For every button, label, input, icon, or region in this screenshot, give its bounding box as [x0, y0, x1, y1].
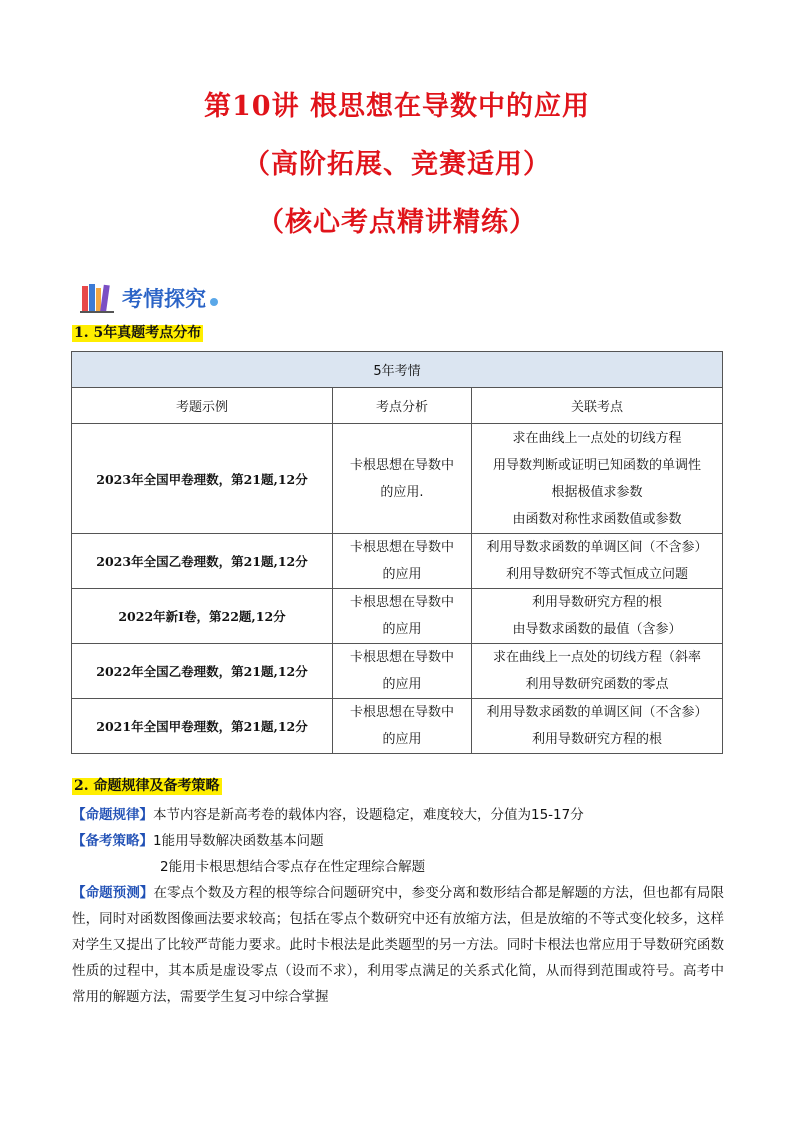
page-title: 第10讲 根思想在导数中的应用	[204, 91, 590, 122]
analysis-cell: 卡根思想在导数中 的应用	[333, 589, 472, 644]
exam-table	[71, 351, 723, 754]
related-cell: 利用导数求函数的单调区间（不含参） 利用导数研究方程的根	[472, 699, 723, 754]
strategy-tag: 【备考策略】	[72, 833, 153, 849]
header-analysis: 考点分析	[333, 388, 472, 424]
section1-heading: 1. 5年真题考点分布	[74, 325, 202, 341]
banner-label: 考情探究	[122, 287, 206, 311]
page-subtitle-2: （核心考点精讲精练）	[257, 207, 537, 238]
related-cell: 求在曲线上一点处的切线方程（斜率 利用导数研究函数的零点	[472, 644, 723, 699]
header-exam: 考题示例	[72, 388, 333, 424]
page-subtitle: （高阶拓展、竞赛适用）	[243, 149, 551, 180]
predict-text: 在零点个数及方程的根等综合问题研究中，参变分离和数形结合都是解题的方法，但也都有局限性，同时对函数图像画法要求较高；包括在零点个数研究中还有放缩方法，但是放缩的不等式变化较多，这样对学生又提出了比较严苛能力要求。此时卡根法是此类题型的另一方法。同时卡根法也常应用于导数研究函数性质的过程中，其本质是虚设零点（设而不求），利用零点满足的关系式化简，从而得到范围或符号。高考中常用的解题方法，需要学生复习中综合掌握	[72, 885, 725, 1005]
table-row	[72, 424, 723, 534]
predict-tag: 【命题预测】	[72, 885, 154, 901]
section-banner	[80, 280, 218, 316]
table-row	[72, 589, 723, 644]
strategy-2-line	[72, 854, 724, 880]
exam-cell: 2022年全国乙卷理数，第21题,12分	[72, 644, 333, 699]
exam-cell: 2023年全国乙卷理数，第21题,12分	[72, 534, 333, 589]
table-caption: 5年考情	[72, 352, 723, 388]
header-related: 关联考点	[472, 388, 723, 424]
predict-paragraph	[72, 880, 724, 1010]
analysis-cell: 卡根思想在导数中 的应用	[333, 644, 472, 699]
exam-cell: 2021年全国甲卷理数，第21题,12分	[72, 699, 333, 754]
analysis-cell: 卡根思想在导数中 的应用.	[333, 424, 472, 534]
related-cell: 利用导数研究方程的根 由导数求函数的最值（含参）	[472, 589, 723, 644]
law-text: 本节内容是新高考卷的载体内容，设题稳定，难度较大，分值为15-17分	[153, 807, 584, 823]
strategy-1: 1能用导数解决函数基本问题	[153, 833, 324, 849]
strategy-2: 2能用卡根思想结合零点存在性定理综合解题	[160, 859, 426, 875]
law-tag: 【命题规律】	[72, 807, 153, 823]
exam-cell: 2022年新I卷，第22题,12分	[72, 589, 333, 644]
analysis-cell: 卡根思想在导数中 的应用	[333, 534, 472, 589]
table-row	[72, 699, 723, 754]
analysis-cell: 卡根思想在导数中 的应用	[333, 699, 472, 754]
strategy-paragraph	[72, 828, 724, 854]
exam-cell: 2023年全国甲卷理数，第21题,12分	[72, 424, 333, 534]
books-icon	[80, 282, 120, 314]
law-paragraph	[72, 802, 724, 828]
title-block	[0, 92, 794, 266]
table-row	[72, 644, 723, 699]
related-cell: 求在曲线上一点处的切线方程 用导数判断或证明已知函数的单调性 根据极值求参数 由函数对称性求函数值或参数	[472, 424, 723, 534]
banner-dot-icon	[210, 298, 218, 306]
related-cell: 利用导数求函数的单调区间（不含参） 利用导数研究不等式恒成立问题	[472, 534, 723, 589]
table-row	[72, 534, 723, 589]
section2-heading: 2. 命题规律及备考策略	[74, 778, 220, 794]
